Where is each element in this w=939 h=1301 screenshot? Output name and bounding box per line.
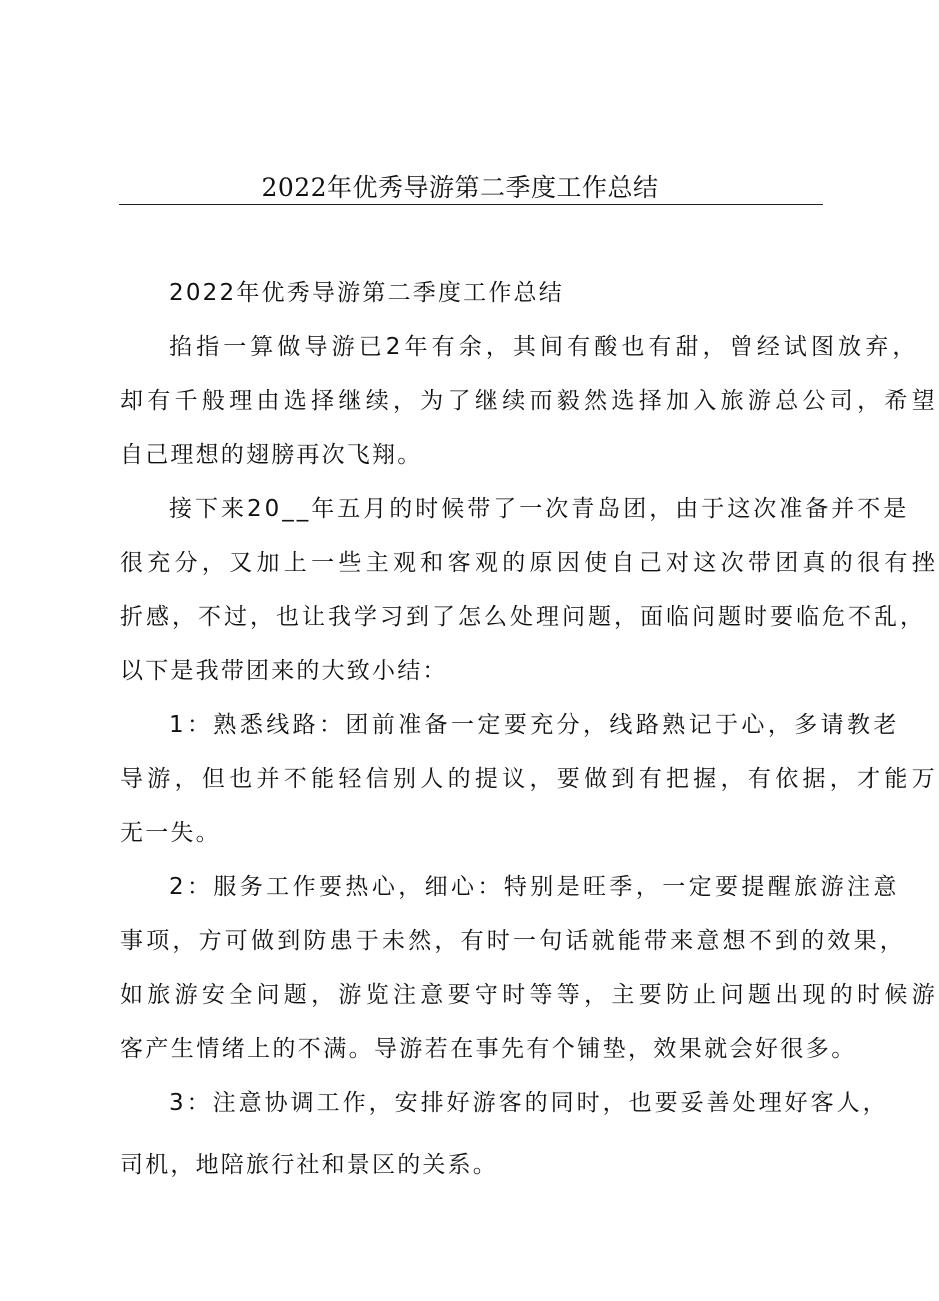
item-3-line-2: 司机，地陪旅行社和景区的关系。 (120, 1152, 498, 1178)
title-underline (119, 204, 823, 205)
item-1-line-1: 1：熟悉线路：团前准备一定要充分，线路熟记于心，多请教老 (169, 712, 900, 738)
paragraph-2-line-3: 折感，不过，也让我学习到了怎么处理问题，面临问题时要临危不乱， (120, 604, 926, 630)
paragraph-2-line-1: 接下来20__年五月的时候带了一次青岛团，由于这次准备并不是 (169, 496, 910, 522)
item-2-line-1: 2：服务工作要热心，细心：特别是旺季，一定要提醒旅游注意 (169, 874, 900, 900)
item-3-line-1: 3：注意协调工作，安排好游客的同时，也要妥善处理好客人， (169, 1090, 889, 1116)
item-2-line-3: 如旅游安全问题，游览注意要守时等等，主要防止问题出现的时候游 (120, 982, 939, 1008)
item-2-line-2: 事项，方可做到防患于未然，有时一句话就能带来意想不到的效果， (120, 928, 906, 954)
paragraph-2-line-4: 以下是我带团来的大致小结： (120, 658, 448, 684)
paragraph-1-line-1: 掐指一算做导游已2年有余，其间有酸也有甜，曾经试图放弃， (169, 334, 920, 360)
document-title: 2022年优秀导游第二季度工作总结 (261, 173, 659, 202)
item-1-line-3: 无一失。 (120, 820, 221, 846)
item-2-line-4: 客产生情绪上的不满。导游若在事先有个铺垫，效果就会好很多。 (120, 1036, 857, 1062)
paragraph-1-line-2: 却有千般理由选择继续，为了继续而毅然选择加入旅游总公司，希望 (120, 388, 939, 414)
item-1-line-2: 导游，但也并不能轻信别人的提议，要做到有把握，有依据，才能万 (120, 766, 939, 792)
body-heading-line: 2022年优秀导游第二季度工作总结 (169, 280, 564, 306)
document-body (120, 266, 939, 1192)
paragraph-2-line-2: 很充分，又加上一些主观和客观的原因使自己对这次带团真的很有挫 (120, 550, 939, 576)
paragraph-1-line-3: 自己理想的翅膀再次飞翔。 (120, 442, 423, 468)
